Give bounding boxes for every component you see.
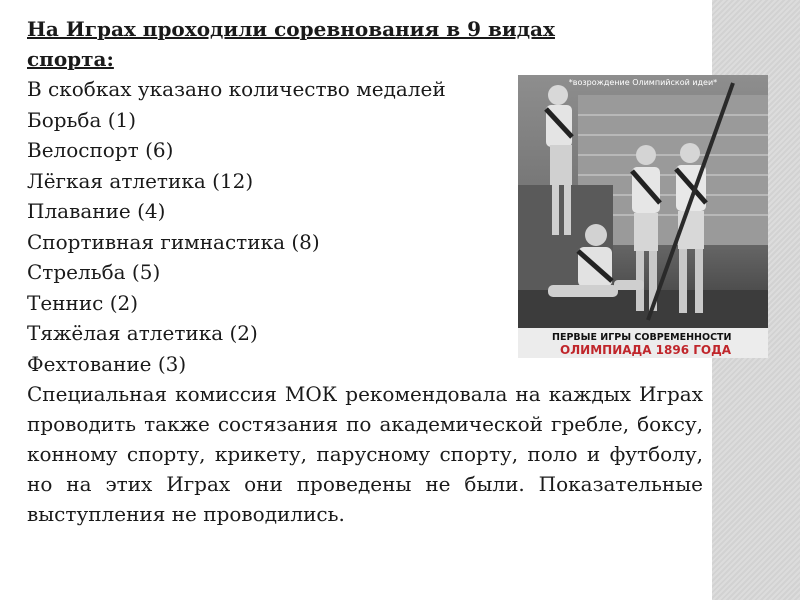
sport-item: Борьба (1) [27,107,137,132]
photo-caption-line2: ОЛИМПИАДА 1896 ГОДА [560,343,732,357]
sport-item: Велоспорт (6) [27,138,174,162]
athletes-photo [518,75,768,358]
sport-item: Фехтование (3) [27,351,187,376]
sport-item: Плавание (4) [27,199,166,223]
photo-caption-panel [518,328,768,358]
sport-item: Теннис (2) [27,290,139,315]
sport-item: Тяжёлая атлетика (2) [27,321,258,345]
photo-caption-top: *возрождение Олимпийской идеи* [568,78,718,87]
athletes-illustration [518,75,768,328]
slide-title-line2: спорта: [27,47,114,71]
sport-item: Стрельба (5) [27,260,161,284]
medals-hint: В скобках указано количество медалей [27,77,446,101]
ioc-note-paragraph: Специальная комиссия МОК рекомендовала на каждых Играх проводить также состязания по академической гребле, боксу, конному спорту, крикету, парусному спорту, поло и футболу, но на этих Играх они проведены не были. Показательные выступления не проводились. [27,382,703,526]
photo-caption-line1: ПЕРВЫЕ ИГРЫ СОВРЕМЕННОСТИ [552,332,732,343]
slide-title-line1: На Играх проходили соревнования в 9 видах [27,17,555,41]
sport-item: Лёгкая атлетика (12) [27,168,254,193]
sport-item: Спортивная гимнастика (8) [27,229,320,254]
